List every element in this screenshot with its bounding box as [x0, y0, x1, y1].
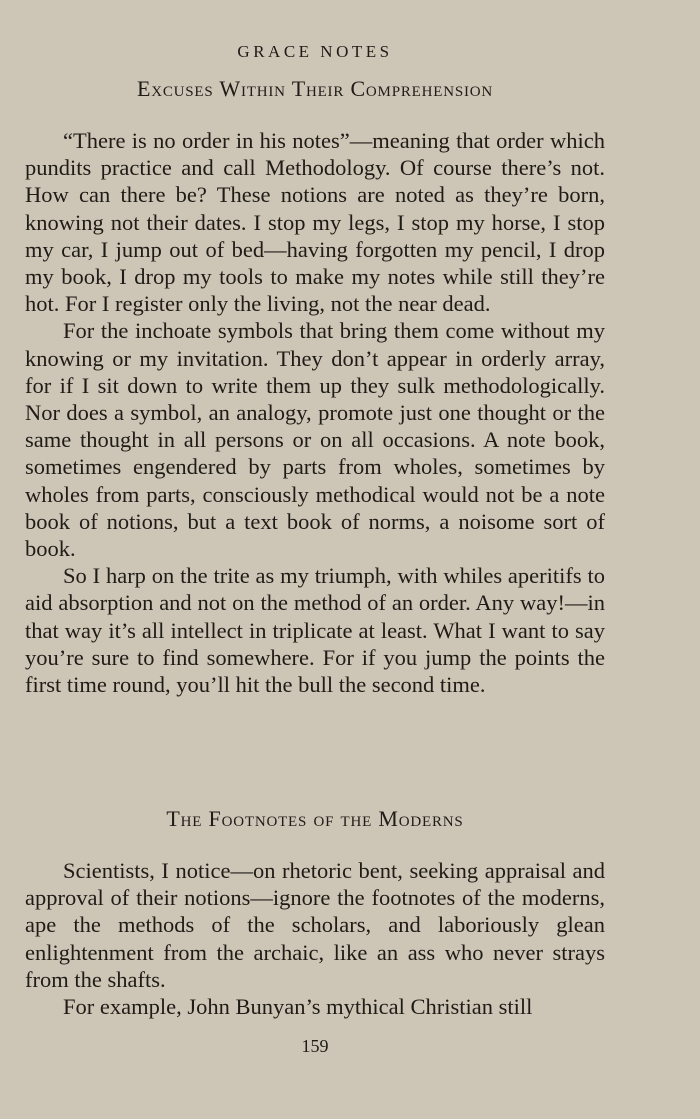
section-body-excuses — [25, 127, 605, 698]
paragraph: Scientists, I notice—on rhetoric bent, seeking appraisal and approval of their notions—ignore the footnotes of the moderns, ape the methods of the scholars, and laboriously glean enlightenment from the archaic, like an ass who never strays from the shafts. — [25, 858, 605, 992]
section-heading-footnotes: The Footnotes of the Moderns — [166, 806, 464, 831]
running-head: GRACE NOTES — [237, 42, 393, 61]
paragraph: For example, John Bunyan’s mythical Christian still — [63, 994, 533, 1020]
section-body-footnotes — [25, 857, 605, 1020]
section-heading-excuses: Excuses Within Their Comprehension — [136, 76, 494, 101]
paragraph: So I harp on the trite as my triumph, with whiles aperitifs to aid absorption and not on the method of an order. Any way!—in that way it’s all intellect in triplicate at least. What I want to say you’re sure to find somewhere. For if you jump the points the first time round, you’ll hit the bull the second time. — [25, 563, 605, 698]
paragraph: “There is no order in his notes”—meaning that order which pundits practice and call Methodology. Of course there’s not. How can there be? These notions are noted as they’re born, knowing not their dates. I stop my legs, I stop my horse, I stop my car, I jump out of bed—having forgotten my pencil, I drop my book, I drop my tools to make my notes while still they’re hot. For I register only the living, not the near dead. — [25, 128, 605, 317]
page-number: 159 — [301, 1036, 329, 1056]
paragraph: For the inchoate symbols that bring them come without my knowing or my invitation. They don’t appear in orderly array, for if I sit down to write them up they sulk methodologically. Nor does a symbol, an analogy, promote just one thought or the same thought in all persons or on all occasions. A note book, sometimes engendered by parts from wholes, sometimes by wholes from parts, consciously methodical would not be a note book of notions, but a text book of norms, a noisome sort of book. — [25, 318, 605, 562]
